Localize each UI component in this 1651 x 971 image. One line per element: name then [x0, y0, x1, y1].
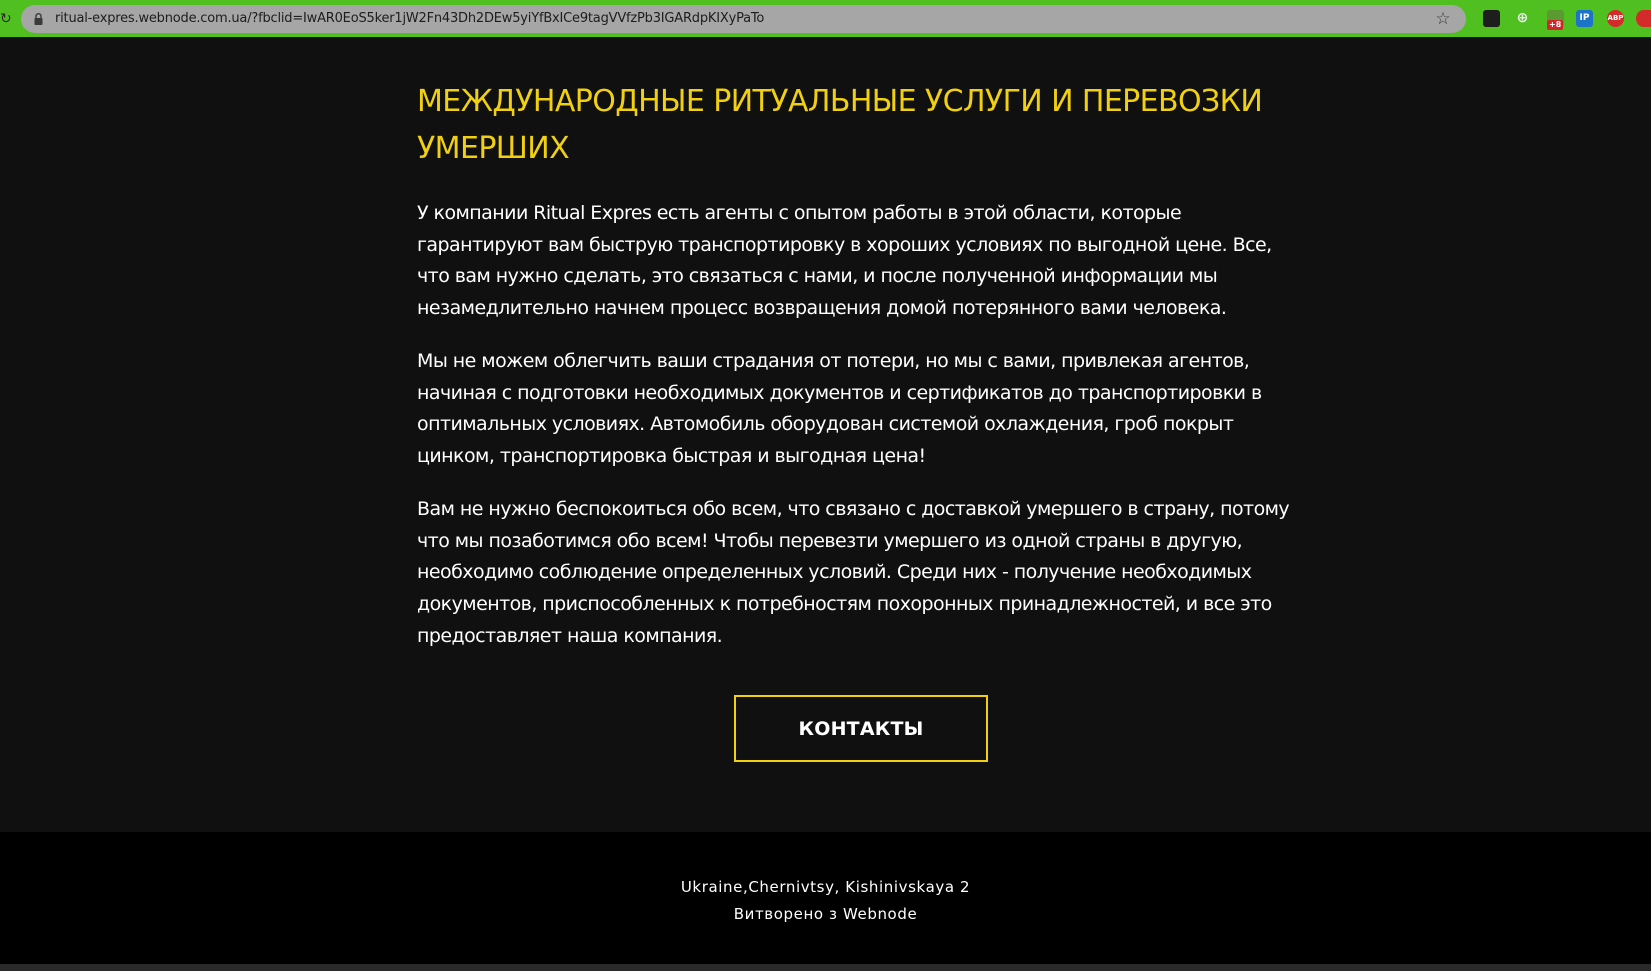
adblock-plus-icon[interactable]: ABP [1607, 10, 1624, 27]
page-title: МЕЖДУНАРОДНЫЕ РИТУАЛЬНЫЕ УСЛУГИ И ПЕРЕВОЗКИ УМЕРШИХ [417, 84, 1263, 166]
main-content [417, 78, 1297, 172]
extension-red-icon[interactable] [1636, 10, 1651, 27]
reload-icon[interactable]: ↻ [0, 11, 12, 27]
footer [0, 832, 1651, 964]
globe-icon[interactable]: ⊕ [1516, 10, 1529, 26]
extension-green-icon[interactable] [1547, 10, 1564, 27]
footer-credit-link[interactable]: Витворено з Webnode [733, 905, 918, 923]
url-text[interactable]: ritual-expres.webnode.com.ua/?fbclid=IwAR0EoS5ker1jW2Fn43Dh2DEw5yiYfBxICe9tagVVfzPb3IGARdpKIXyPaTo [55, 11, 765, 26]
lock-icon [34, 13, 43, 25]
bottom-strip [0, 964, 1651, 971]
footer-address: Ukraine,Chernivtsy, Kishinivskaya 2 [680, 878, 971, 896]
extension-dark-icon[interactable] [1483, 10, 1500, 27]
ip-extension-icon[interactable]: IP [1576, 10, 1593, 27]
paragraph-documents: Вам не нужно беспокоиться обо всем, что связано с доставкой умершего в страну, потому что мы позаботимся обо всем! Чтобы перевезти умершего из одной страны в другую, необходимо соблюдение определенных условий. Среди них - получение необходимых документов, приспособленных к потребностям похоронных принадлежностей, и все это предоставляет наша компания. [417, 498, 1290, 647]
extension-badge: +8 [1549, 20, 1562, 29]
address-bar[interactable] [21, 5, 1466, 33]
browser-toolbar [0, 0, 1651, 37]
paragraph-support: Мы не можем облегчить ваши страдания от потери, но мы с вами, привлекая агентов, начиная с подготовки необходимых документов и сертификатов до транспортировки в оптимальных условиях. Автомобиль оборудован системой охлаждения, гроб покрыт цинком, транспортировка быстрая и выгодная цена! [417, 350, 1262, 468]
contacts-button[interactable]: КОНТАКТЫ [734, 695, 988, 762]
paragraph-agents: У компании Ritual Expres есть агенты с опытом работы в этой области, которые гарантируют вам быструю транспортировку в хороших условиях по выгодной цене. Все, что вам нужно сделать, это связаться с нами, и после полученной информации мы незамедлительно начнем процесс возвращения домой потерянного вами человека. [417, 202, 1272, 320]
bookmark-star-icon[interactable]: ☆ [1435, 9, 1451, 29]
